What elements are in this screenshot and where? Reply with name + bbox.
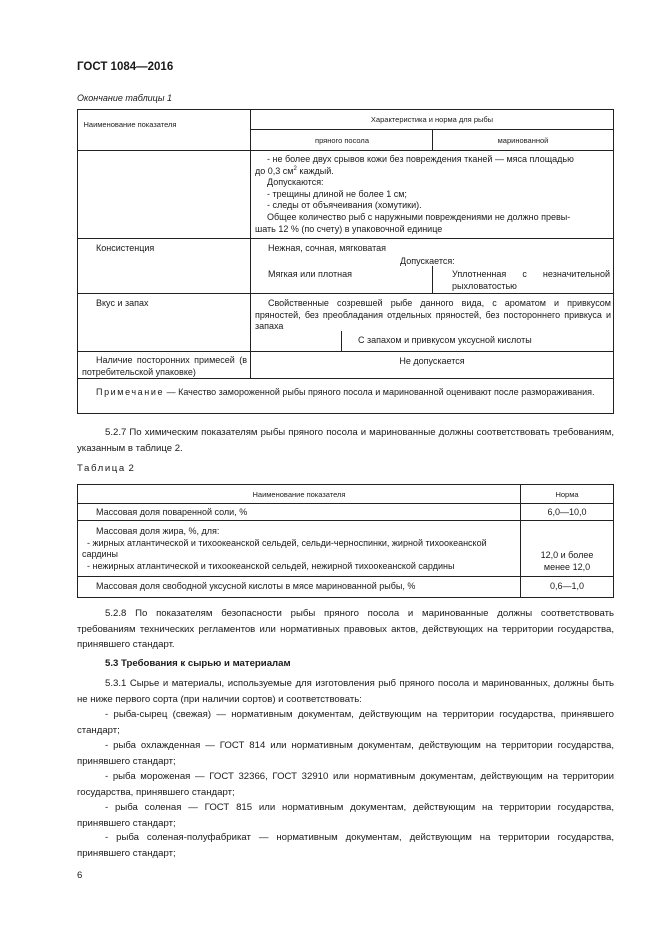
impurities-label: Наличие посторонних примесей (в потребительской упаковке) — [82, 355, 247, 377]
table2-header-norm: Норма — [555, 490, 579, 499]
table1-header-indicator: Наименование показателя — [83, 120, 177, 129]
list-item: - рыба мороженая — ГОСТ 32366, ГОСТ 32910 или нормативным документам, действующим на территории государства, принявшего стандарт; — [77, 771, 614, 798]
table2-row-acid: Массовая доля свободной уксусной кислоты в мясе маринованной рыбы, % — [96, 581, 416, 591]
list-item: - рыба охлажденная — ГОСТ 814 или нормативным документам, действующим на территории государства, принявшего стандарт; — [77, 740, 614, 767]
damage-row-text: - не более двух срывов кожи без повреждения тканей — мяса площадью до 0,3 $см^2$ каждый. Допускаются: - трещины длиной не более 1 см; - следы от объячеивания (хомутики). Общее количество рыб с наружными повреждениями не должно превы- шать 12 % (по счету) в упаковочной единице — [255, 154, 574, 234]
table1-header-marinated: маринованной — [497, 136, 549, 145]
consistency-text: Нежная, сочная, мягковатая — [268, 243, 386, 253]
table1-note: Примечание — Качество замороженной рыбы пряного посола и маринованной оценивают после размораживания. — [96, 387, 595, 397]
table2-row-acid-value: 0,6—1,0 — [549, 581, 585, 591]
page-number: 6 — [77, 870, 83, 881]
document-header: ГОСТ 1084—2016 — [77, 61, 174, 73]
consistency-marinated: Уплотненная с незначительной рыхловатостью — [452, 269, 610, 291]
list-item: - рыба соленая — ГОСТ 815 или нормативным документам, действующим на территории государства, принявшего стандарт; — [77, 802, 614, 829]
section-5-3-heading: 5.3 Требования к сырью и материалам — [105, 658, 291, 669]
paragraph-5-3-1: 5.3.1 Сырье и материалы, используемые для изготовления рыб пряного посола и маринованных, должны быть не ниже первого сорта (при наличии сортов) и соответствовать: — [77, 678, 614, 705]
table2-caption: Таблица 2 — [77, 463, 134, 474]
consistency-spiced: Мягкая или плотная — [268, 269, 352, 279]
consistency-allowed: Допускается: — [400, 256, 455, 266]
paragraph-5-2-8: 5.2.8 По показателям безопасности рыбы пряного посола и маринованные должны соответствовать требованиям технических регламентов или нормативных правовых актов, действующих на территории государства, принявшего стандарт. — [77, 608, 614, 651]
table2-row-salt: Массовая доля поваренной соли, % — [96, 507, 248, 517]
table2-header-indicator: Наименование показателя — [252, 490, 346, 499]
table2-row-fat-value: 12,0 и более менее 12,0 — [540, 550, 594, 572]
table2-row-fat: Массовая доля жира, %, для: - жирных атлантической и тихоокеанской сельдей, сельди-черноспинки, жирной тихоокеанской сардины - нежирных атлантической и тихоокеанской сельдей, нежирной тихоокеанской сардины — [82, 526, 487, 571]
consistency-label: Консистенция — [96, 243, 155, 253]
taste-marinated: С запахом и привкусом уксусной кислоты — [358, 335, 532, 345]
paragraph-5-2-7: 5.2.7 По химическим показателям рыбы пряного посола и маринованные должны соответствовать требованиям, указанным в таблице 2. — [77, 427, 614, 454]
taste-label: Вкус и запах — [96, 298, 149, 308]
table1-caption: Окончание таблицы 1 — [77, 93, 172, 103]
table1-header-spiced: пряного посола — [315, 136, 369, 145]
list-item: - рыба соленая-полуфабрикат — нормативным документам, действующим на территории государства, принявшего стандарт; — [77, 832, 614, 859]
taste-text: Свойственные созревшей рыбе данного вида, с ароматом и привкусом пряностей, без преобладания отдельных пряностей, без постороннего привкуса и запаха — [255, 298, 611, 332]
list-item: - рыба-сырец (свежая) — нормативным документам, действующим на территории государства, принявшего стандарт; — [77, 709, 614, 736]
table2-row-salt-value: 6,0—10,0 — [547, 507, 587, 517]
table1-header-characteristic: Характеристика и норма для рыбы — [370, 115, 494, 124]
impurities-value: Не допускается — [399, 356, 465, 366]
